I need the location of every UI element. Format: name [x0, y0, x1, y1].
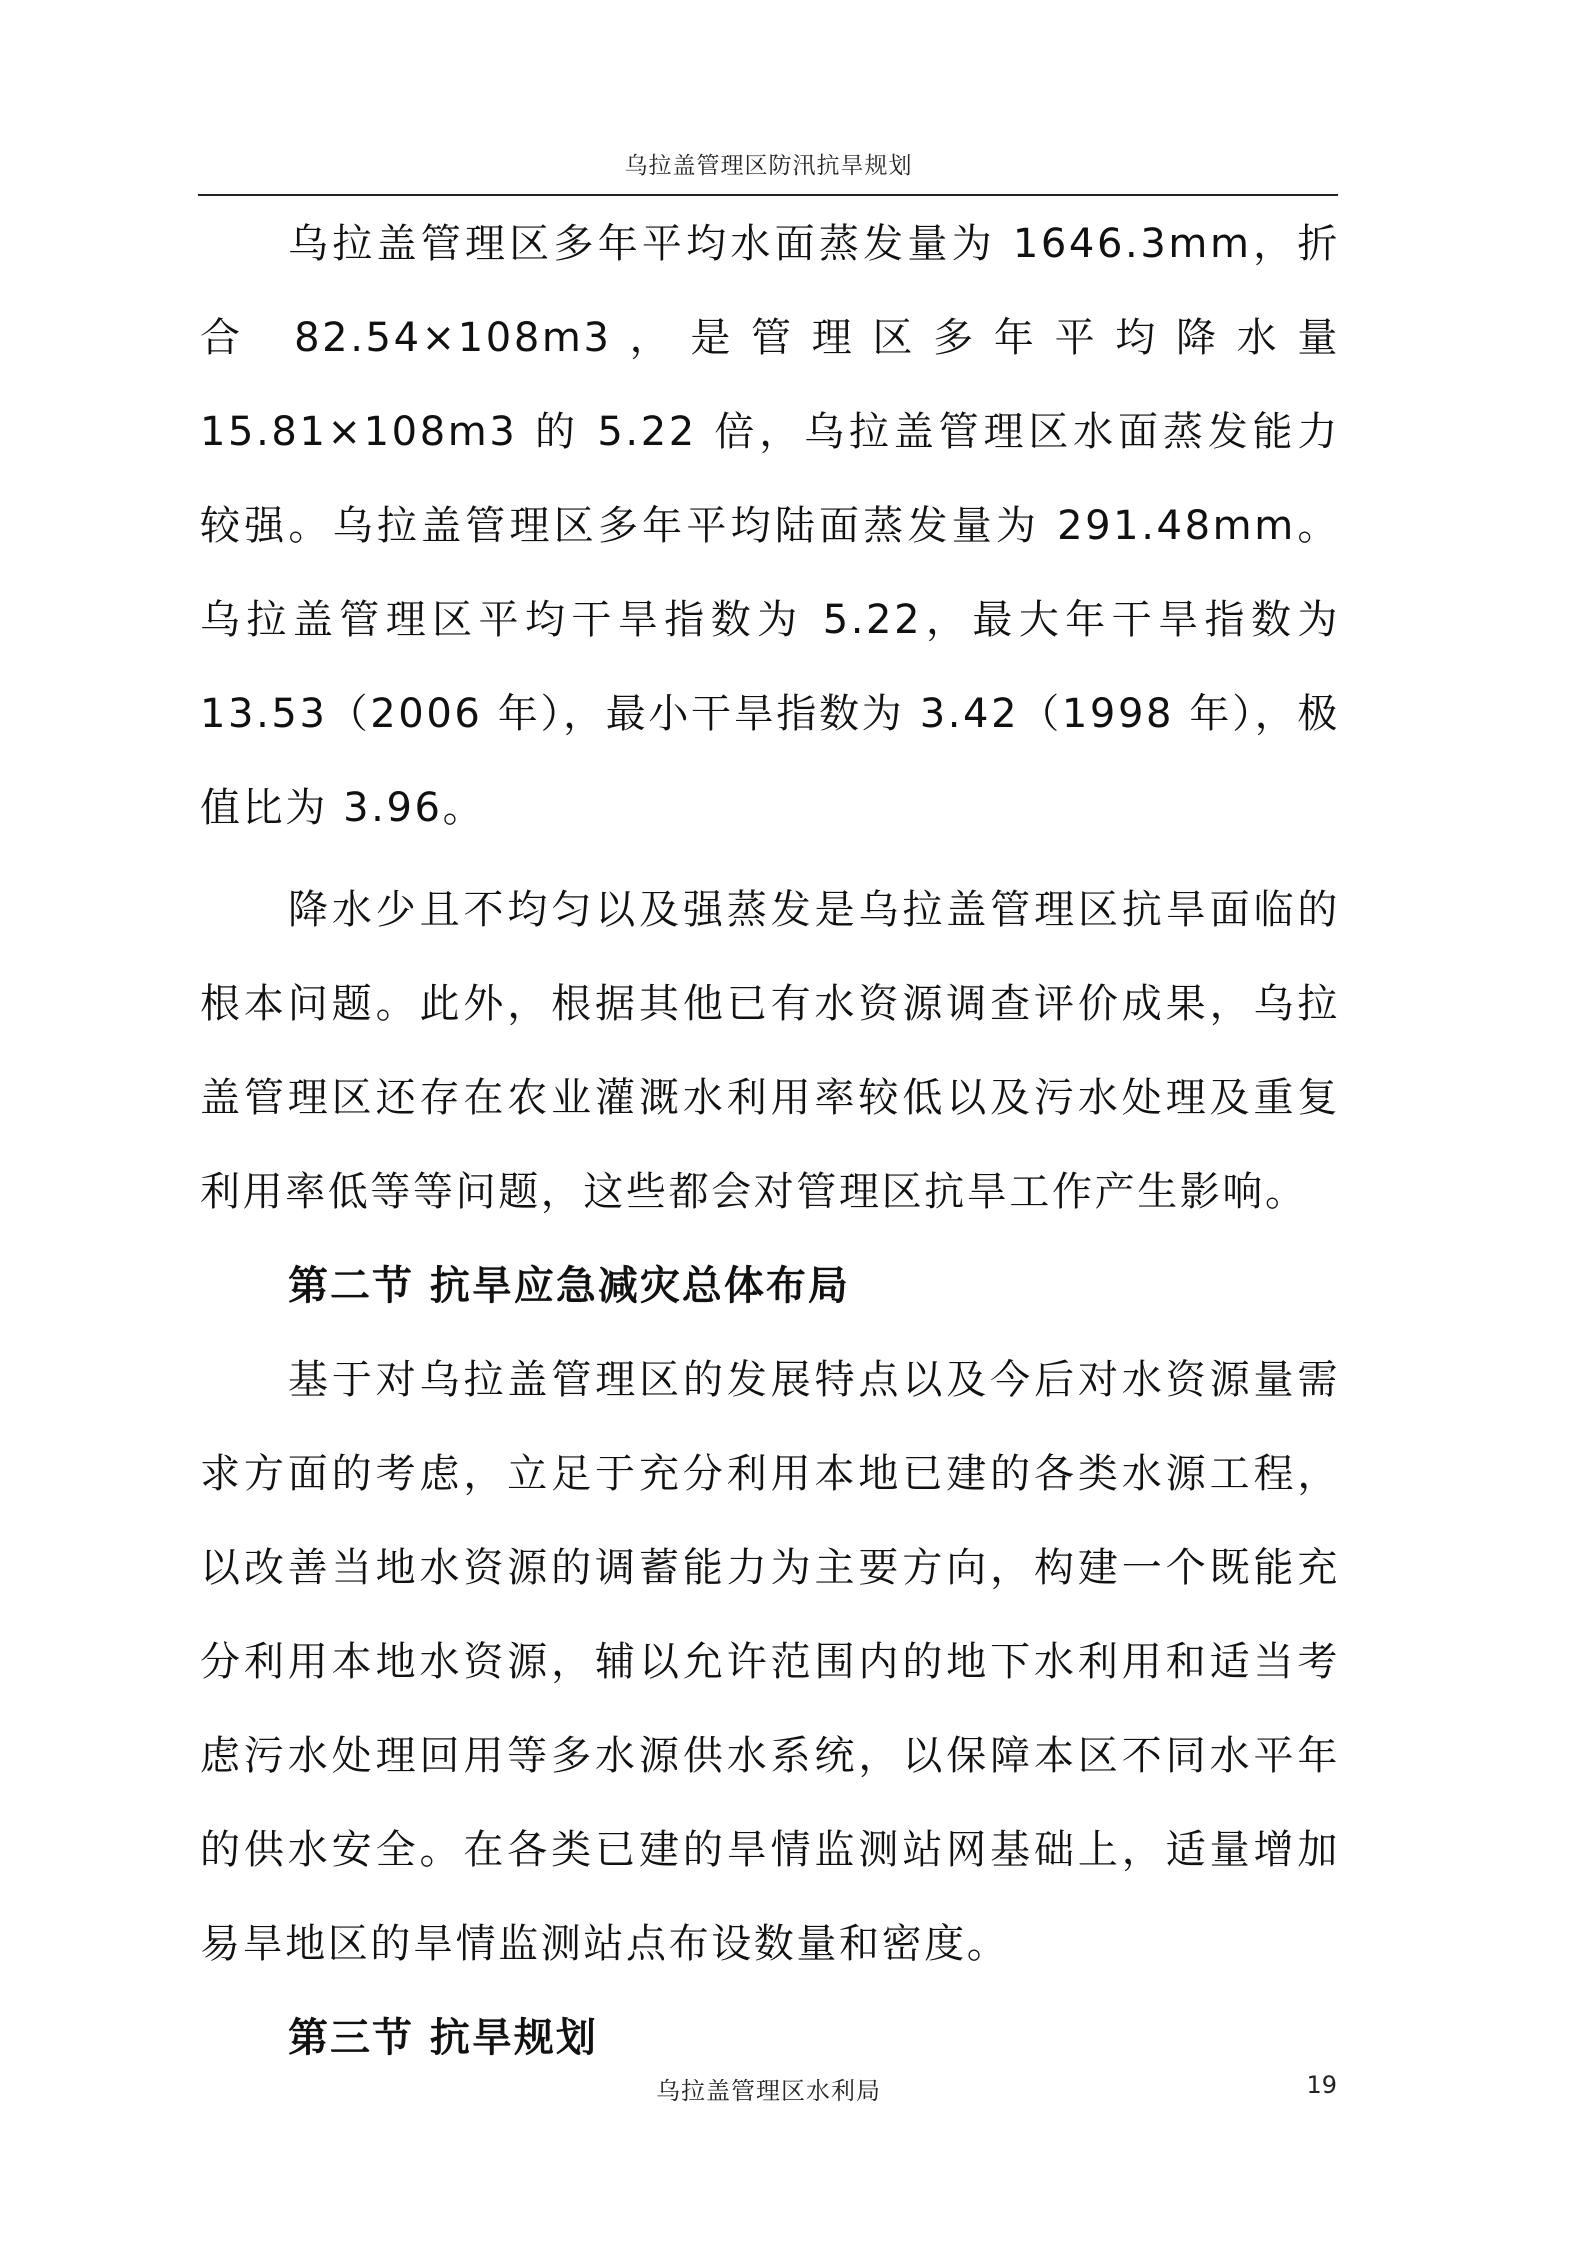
paragraph-overall-layout: 基于对乌拉盖管理区的发展特点以及今后对水资源量需求方面的考虑，立足于充分利用本地已建的各类水源工程，以改善当地水资源的调蓄能力为主要方向，构建一个既能充分利用本地水资源，辅以允许范围内的地下水利用和适当考虑污水处理回用等多水源供水系统，以保障本区不同水平年的供水安全。在各类已建的旱情监测站网基础上，适量增加易旱地区的旱情监测站点布设数量和密度。	[200, 1357, 1340, 1967]
running-header: 乌拉盖管理区防汛抗旱规划	[624, 153, 913, 179]
document-body	[200, 197, 1340, 2085]
paragraph-evaporation: 乌拉盖管理区多年平均水面蒸发量为 1646.3mm，折合 82.54×108m3，是管理区多年平均降水量 15.81×108m3 的 5.22 倍，乌拉盖管理区水面蒸发能力较强。乌拉盖管理区多年平均陆面蒸发量为 291.48mm。乌拉盖管理区平均干旱指数为 5.22，最大年干旱指数为 13.53（2006 年），最小干旱指数为 3.42（1998 年），极值比为 3.96。	[200, 221, 1340, 831]
section-heading-2: 第二节 抗旱应急减灾总体布局	[288, 1263, 850, 1309]
footer-organization: 乌拉盖管理区水利局	[656, 2077, 881, 2105]
section-heading-3: 第三节 抗旱规划	[288, 2015, 598, 2061]
page-number: 19	[1306, 2071, 1337, 2099]
paragraph-gap	[200, 855, 1340, 863]
header-rule	[198, 194, 1338, 196]
paragraph-drought-problems: 降水少且不均匀以及强蒸发是乌拉盖管理区抗旱面临的根本问题。此外，根据其他已有水资源调查评价成果，乌拉盖管理区还存在农业灌溉水利用率较低以及污水处理及重复利用率低等等问题，这些都会对管理区抗旱工作产生影响。	[200, 887, 1340, 1215]
